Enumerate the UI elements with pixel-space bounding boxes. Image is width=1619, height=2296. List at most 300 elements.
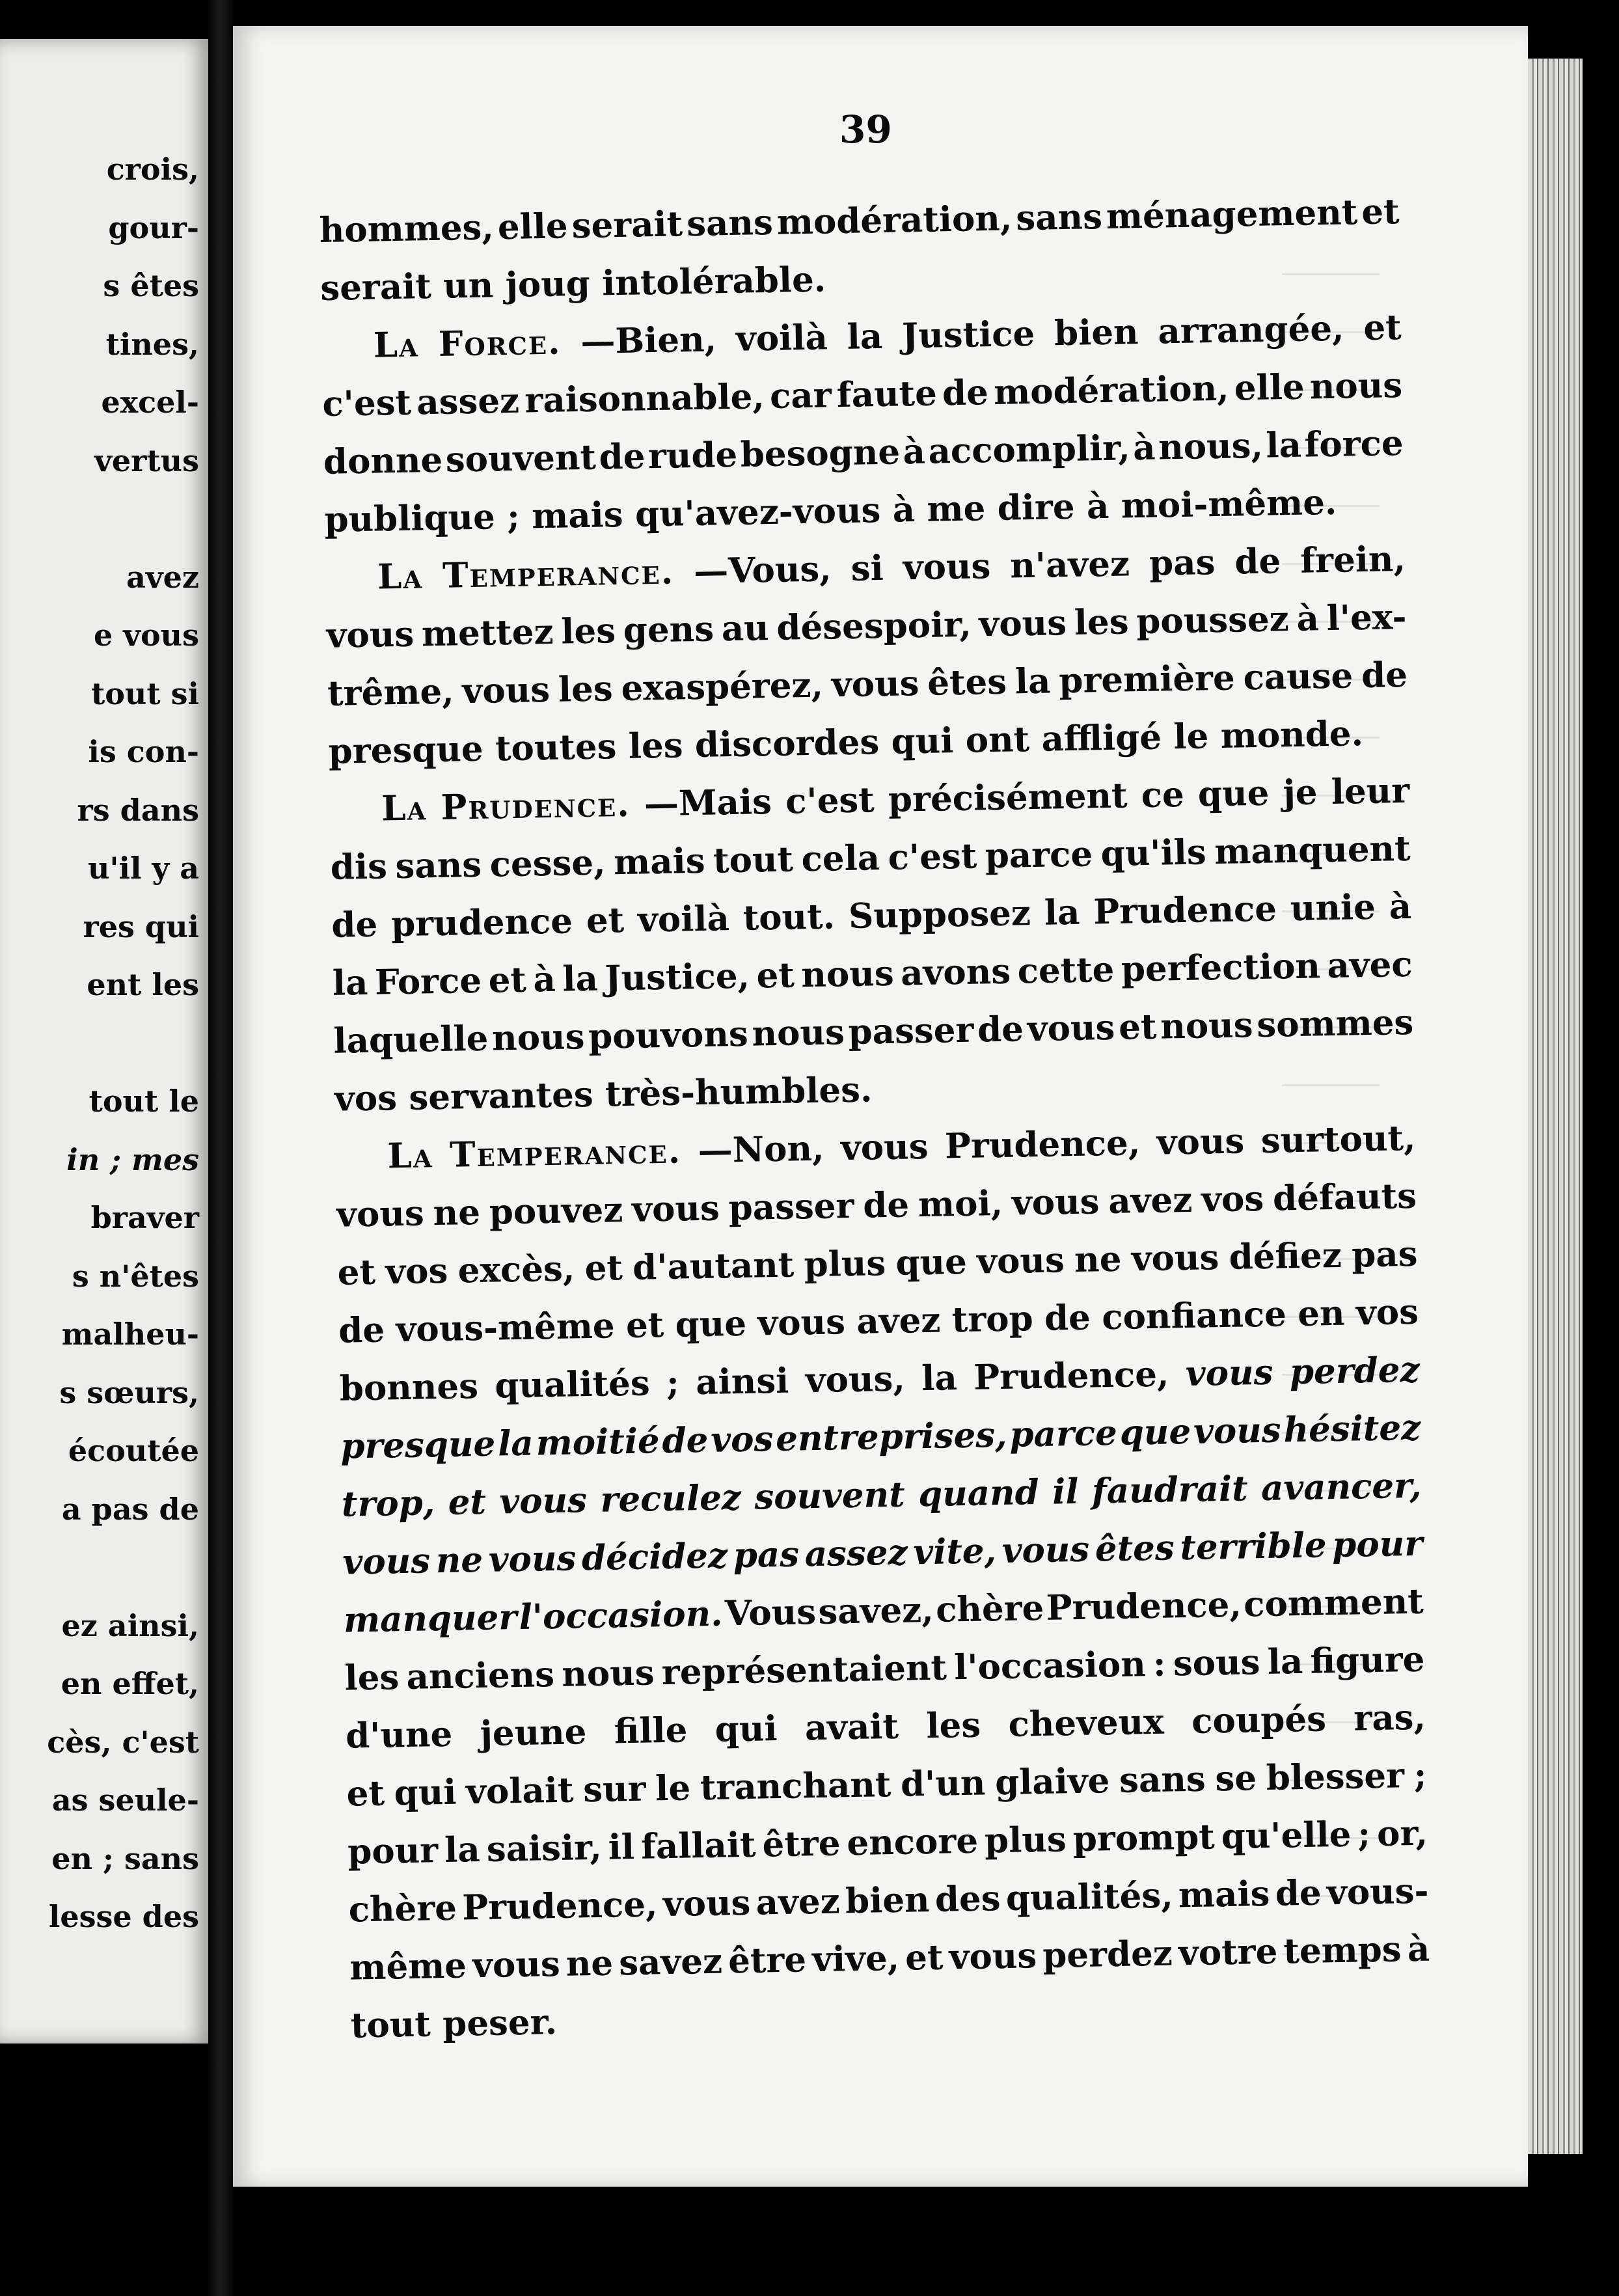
text-run: ménagement [1106,192,1358,237]
text-run: vous [1131,1237,1219,1279]
italic-text: vous [498,1480,588,1522]
text-run: chère [935,1587,1044,1630]
text-run: force [1303,422,1404,465]
text-run: même [349,1945,467,1988]
left-page-line: s n'êtes [72,1258,199,1294]
text-run: êtes [927,661,1007,704]
text-run: leur [1331,770,1410,812]
text-run: et [1118,1006,1157,1048]
text-run: que [895,1241,968,1283]
text-run: défiez [1229,1235,1342,1278]
text-run: la [1044,892,1080,933]
text-run: sans [1015,196,1103,239]
left-page-line: lesse des [48,1899,199,1934]
text-run: encore [846,1820,979,1864]
text-run: de [1361,654,1408,696]
text-run: —Bien, [580,319,717,362]
italic-text: assez [804,1532,908,1575]
text-run: vous [631,1188,720,1230]
text-run: trême, [327,671,455,714]
text-run: en [1297,1292,1346,1335]
text-run: vous [978,603,1067,645]
text-run: de [338,1309,385,1351]
text-run: pas [1351,1233,1418,1276]
text-run: passer [848,1009,974,1052]
text-run: c'est [888,836,977,878]
text-run: figure [1310,1639,1425,1682]
text-run: Supposez [848,893,1031,936]
text-run: à [1132,427,1156,469]
speaker-name: La [377,556,424,597]
left-page-line: u'il y a [87,851,199,886]
left-page-line: ent les [87,967,199,1002]
italic-text: vous [1193,1410,1282,1452]
text-run: mais [1178,1873,1270,1916]
text-run: ce [1141,774,1185,816]
text-run: vous [1011,1181,1100,1223]
text-run: tout peser. [350,2002,558,2046]
text-run: tranchant [700,1764,891,1809]
text-run: vos [1201,1178,1264,1220]
text-run: et [337,1251,376,1293]
left-facing-page [0,39,208,2043]
text-run: elle [497,206,569,248]
text-run: au [721,608,770,649]
text-run: prompt [1072,1816,1216,1860]
text-run: le [655,1768,691,1809]
text-run: serait un joug intolérable. [320,259,826,308]
text-run: vous- [1326,1870,1429,1913]
text-run: cela [801,838,880,880]
text-run: d'un [900,1762,986,1805]
left-page-line: excel- [101,385,199,420]
text-run: sans [686,202,774,245]
text-run: donne [323,439,443,482]
text-run: à [1296,598,1320,639]
left-page-line: e vous [93,618,199,653]
text-run: de [942,372,989,414]
book-gutter [208,0,233,2296]
text-run: que [1197,772,1270,815]
text-run: modération, [776,198,1013,243]
text-run: de [1234,541,1281,582]
speaker-name: Temperance. [442,551,675,596]
text-run: ras, [1353,1697,1426,1739]
text-run: avons [900,951,1011,994]
text-run: qu'ils [1100,832,1207,875]
text-run: de [1275,1872,1322,1914]
text-run: —Mais [644,782,772,825]
text-run: représentaient [661,1647,947,1693]
text-run: à [903,431,926,472]
body-text [319,183,1431,2055]
text-run: qui [394,1771,457,1814]
text-run: votre [1178,1931,1278,1974]
text-run: frein, [1299,538,1406,581]
text-run: or, [1376,1812,1428,1854]
text-run: pas [1149,542,1216,584]
text-run: exaspérez, [620,664,824,709]
italic-text: reculez [599,1477,742,1520]
text-run: la [921,1358,958,1399]
left-page-line: en ; sans [51,1840,199,1876]
italic-text: êtes [1095,1527,1175,1570]
text-run: vive, [811,1937,900,1980]
text-run: vous [1027,1007,1115,1050]
text-run: Force [374,960,482,1003]
speaker-name: Force. [438,321,562,364]
text-run: la [1014,661,1051,702]
italic-text: quand [918,1471,1040,1515]
text-run: perdez [1042,1933,1173,1976]
text-run: laquelle [333,1018,489,1061]
left-page-line: is con- [88,734,199,769]
italic-text: vous [1185,1352,1273,1395]
text-run: nous [751,1012,845,1054]
text-run: se [1214,1758,1257,1799]
text-run: cette [1017,949,1115,992]
text-run: ; [1357,1814,1371,1855]
text-run: sommes [1256,1002,1414,1046]
text-run: —Vous, [693,549,832,592]
text-run: voilà [735,317,828,359]
text-run: serait [571,204,683,247]
text-run: vous [461,669,551,712]
italic-text: moitié [536,1421,660,1464]
text-run: surtout, [1260,1117,1416,1161]
text-run: à [1407,1928,1430,1970]
text-run: trop [951,1298,1034,1341]
italic-text: vous [1001,1529,1090,1571]
text-run: précisément [888,775,1128,820]
text-run: les [560,610,616,652]
italic-text: vous [488,1538,577,1580]
left-page-line: tout si [90,676,199,711]
left-page-line: avez [126,559,199,595]
italic-text: manquer [343,1597,517,1641]
text-run: les [925,1704,981,1747]
text-run: avez [755,1881,841,1923]
text-run: n'avez [1009,543,1130,586]
italic-text: vos [710,1419,774,1460]
text-run: être [761,1823,841,1865]
italic-text: presque [340,1423,496,1467]
text-run: Justice, [604,955,750,999]
text-run: vous [336,1193,425,1235]
italic-text: souvent [754,1474,906,1518]
text-run: ; [1413,1755,1427,1796]
text-run: et [346,1773,385,1814]
text-run: mettez [421,611,554,655]
text-run: anciens [406,1654,555,1697]
text-run: et [488,959,527,1001]
text-run: sous [1173,1642,1260,1684]
text-run: nous [1309,364,1403,407]
text-run: cause [1242,655,1354,698]
text-run: parce [985,834,1093,877]
italic-text: la [497,1423,534,1464]
text-run: tout. [742,896,836,938]
text-run: et [1363,307,1402,349]
text-run: confiance [1101,1294,1287,1338]
text-run: nous [491,1017,585,1059]
text-run: savez [618,1941,723,1984]
speaker-name: Temperance. [449,1130,682,1175]
text-run: chère [348,1887,457,1930]
text-run: bonnes [339,1366,479,1409]
text-run: prudence [390,901,573,945]
text-run: vous [757,1302,846,1344]
text-run: nous [1160,1005,1254,1047]
text-run: vous [662,1882,751,1925]
text-run: qu'elle [1221,1814,1352,1857]
text-run: désespoir, [776,604,972,648]
text-run: nous [561,1652,655,1695]
text-run: glaive [994,1760,1110,1803]
left-page-line: res qui [83,909,199,944]
text-run: unie [1290,886,1376,929]
text-run: faute [836,373,938,416]
text-run: arrangée, [1157,308,1344,352]
left-page-line: ez ainsi, [61,1607,199,1643]
italic-text: faudrait [1091,1468,1249,1512]
text-run: fallait [640,1824,756,1867]
text-run: et [756,955,795,996]
text-run: comment [1243,1581,1424,1625]
text-run: il [608,1826,635,1868]
italic-text: entreprises, [775,1414,1008,1460]
text-run: ne [433,1192,481,1234]
text-run: première [1058,657,1236,702]
text-run: les [558,668,614,710]
text-run: c'est [321,382,412,424]
text-run: passer [728,1185,854,1229]
text-run: avec [1326,944,1413,987]
text-run: elle [1234,366,1305,409]
speaker-name: Prudence. [441,784,631,828]
text-run: manquent [1214,828,1411,873]
text-run: fille [614,1710,688,1752]
text-run: nous [800,953,895,996]
left-page-line: écoutée [68,1433,199,1468]
text-run: pouvons [588,1013,749,1057]
page-edges [1528,59,1583,2154]
text-run: temps [1283,1929,1402,1972]
left-page-line: s sœurs, [59,1374,199,1410]
text-run: et [1361,191,1400,233]
text-run: l'ex- [1326,596,1407,639]
text-run: Vous [724,1592,817,1634]
text-run: vous [472,1943,561,1986]
text-run: de [1044,1297,1091,1339]
text-run: la [332,962,368,1004]
text-run: dis [330,846,388,888]
italic-text: pour [1331,1523,1423,1566]
text-run: être [728,1939,807,1982]
text-run: Prudence, [1046,1584,1242,1628]
text-run: sans [394,844,482,887]
text-run: blesser [1266,1755,1405,1798]
left-page-line: as seule- [51,1783,199,1818]
text-run: ; [666,1362,680,1403]
speaker-name: La [387,1135,434,1177]
text-run: modération, [993,368,1230,413]
text-run: plus [984,1819,1067,1861]
text-run: la [1265,424,1302,466]
text-run: la [562,958,599,1000]
left-page-line: en effet, [61,1666,199,1701]
text-run: perfection [1121,946,1321,990]
speaker-name: La [373,324,420,366]
italic-text: hésitez [1283,1407,1421,1451]
text-run: Prudence, [944,1123,1141,1167]
text-run: et [586,899,625,941]
text-run: avez [856,1300,941,1342]
italic-text: de [661,1419,709,1462]
text-run: ne [565,1943,614,1984]
text-run: de [862,1184,910,1226]
italic-text: perdez [1289,1349,1421,1393]
text-run: qualités, [1005,1875,1174,1919]
italic-text: terrible [1179,1525,1327,1568]
italic-text: décidez [581,1535,728,1579]
text-run: qui [714,1708,778,1750]
left-page-line: in ; mes [66,1141,199,1177]
italic-text: parce [1009,1412,1118,1455]
text-run: vous [949,1935,1037,1978]
text-run: c'est [785,780,875,822]
text-run: rude [647,434,738,477]
text-run: si [850,547,884,589]
text-run: Prudence [1093,888,1277,933]
text-run: souvent [445,437,597,480]
text-run: hommes, [319,207,495,251]
text-run: ainsi [695,1360,789,1403]
text-run: assez [416,380,520,423]
text-run: vous [840,1126,929,1169]
text-run: Prudence, [461,1884,658,1928]
italic-text: vite, [912,1531,997,1573]
text-run: vous [976,1240,1065,1282]
text-run: défauts [1272,1175,1417,1219]
text-run: bien [1054,312,1139,354]
text-run: de [331,904,378,946]
italic-text: il [1052,1471,1079,1512]
text-run: sur [582,1768,647,1811]
text-run: gens [623,608,714,651]
text-run: ne [1074,1238,1122,1280]
text-run: plus [804,1243,886,1285]
left-page-line: braver [90,1200,199,1235]
text-run: besogne [740,431,901,475]
text-run: : [1152,1643,1167,1684]
text-run: d'une [345,1714,453,1756]
text-run: publique ; mais qu'avez-vous à me dire à moi-même. [323,482,1337,540]
text-run: voilà [637,898,730,940]
text-run: bien [845,1879,931,1922]
italic-text: l'occasion. [519,1593,724,1637]
text-run: nous, [1158,425,1264,468]
text-run: je [1283,772,1318,813]
text-run: à [532,959,556,1000]
text-run: accomplir, [927,428,1131,472]
text-run: —Non, [698,1128,824,1171]
left-page-line: cès, c'est [47,1724,199,1760]
text-run: cheveux [1008,1701,1165,1745]
text-run: pour [347,1830,439,1872]
text-run: les [344,1657,400,1699]
italic-text: et [448,1481,487,1523]
text-run: que [675,1303,747,1345]
text-run: jeune [480,1712,587,1755]
left-page-line: malheu- [61,1317,199,1352]
text-run: vous [903,546,991,588]
text-run: de [977,1009,1024,1050]
italic-text: ne [435,1539,483,1581]
text-run: vous, [805,1358,906,1401]
text-run: pouvez [489,1190,623,1233]
left-page-line: crois, [106,152,199,187]
text-run: vous-même [395,1305,616,1350]
left-page-line: s êtes [103,268,199,303]
text-run: vos [385,1250,448,1292]
text-run: à [1389,886,1412,927]
text-run: avait [804,1706,899,1749]
text-run: vos [1355,1291,1419,1333]
text-run: la [1267,1641,1303,1682]
italic-text: que [1119,1411,1191,1453]
text-run: poussez [1136,599,1290,642]
left-page-line: gour- [108,210,199,245]
text-run: de [599,436,646,478]
text-run: les [1074,601,1130,643]
text-run: presque toutes les discordes qui ont affligé le monde. [328,713,1364,772]
left-page-line: vertus [94,443,199,478]
text-run: savez, [817,1589,934,1632]
italic-text: vous [342,1540,431,1583]
text-run: des [934,1878,1001,1920]
text-run: la [444,1829,481,1871]
text-run: et [625,1305,664,1346]
left-page-line: a pas de [61,1491,199,1527]
left-page-line: rs dans [77,792,199,828]
text-run: tout [713,839,794,881]
text-run: et [905,1937,944,1978]
text-run: mais [613,840,706,883]
text-run: vous [831,663,919,705]
text-run: vous [326,614,415,656]
left-page-line: tout le [88,1084,199,1119]
text-run: raisonnable, [524,376,765,421]
text-run: excès, [457,1248,575,1291]
text-run: volait [465,1770,574,1812]
speaker-name: La [381,787,428,829]
text-run: et [584,1248,623,1289]
text-run: Prudence, [973,1354,1169,1398]
text-run: car [769,375,832,417]
text-run: qualités [494,1363,651,1406]
left-page-line: tines, [105,326,199,362]
text-run: la [847,316,883,357]
text-run: l'occasion [953,1644,1147,1688]
text-run: cesse, [489,842,606,885]
page-number: 39 [839,107,892,152]
italic-text: pas [733,1534,800,1576]
text-run: vos servantes très-humbles. [334,1069,873,1119]
text-run: moi, [918,1182,1003,1225]
italic-text: trop, [341,1483,435,1525]
text-run: d'autant [632,1244,795,1288]
